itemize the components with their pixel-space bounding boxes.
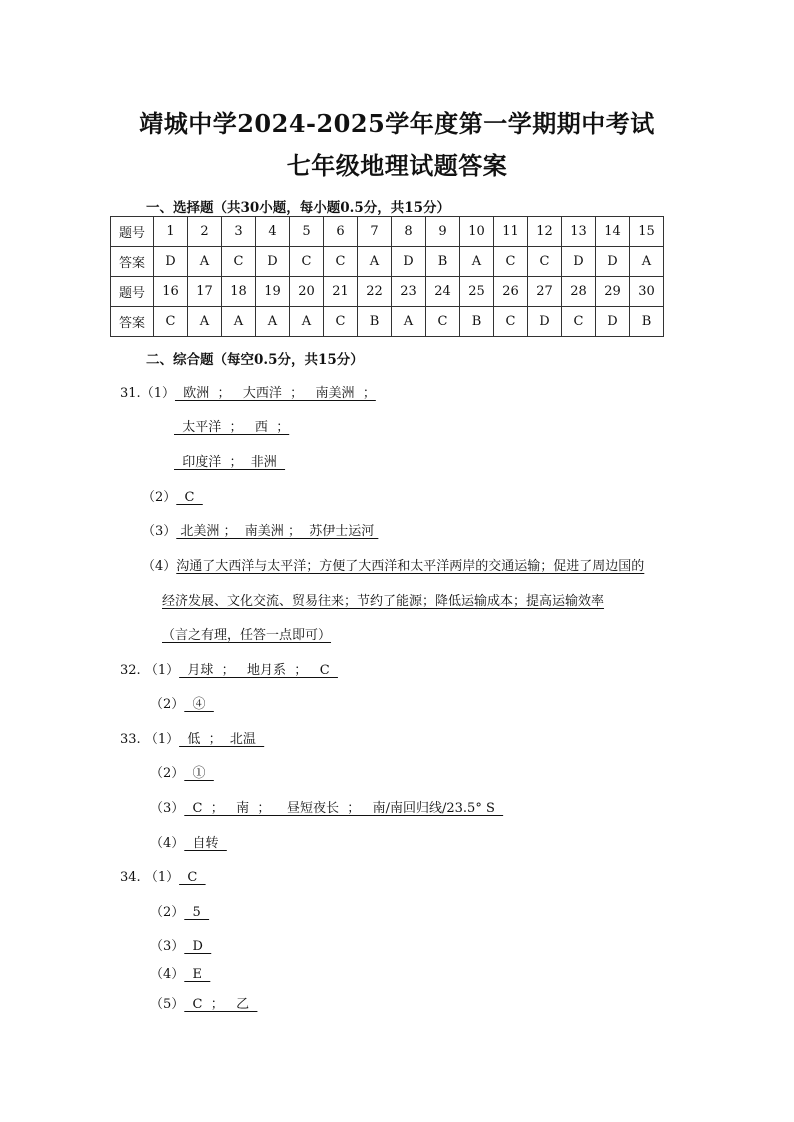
answer-cell: C [494,247,528,277]
q31-p1-answer-line3: 印度洋 ； 非洲 [174,455,286,470]
answer-cell: A [188,307,222,337]
q33-p4-label: （4） [150,836,185,851]
q34-part4 [150,963,210,982]
q34-p3-label: （3） [150,939,185,954]
answer-cell: C [324,247,358,277]
question-number-cell: 27 [528,277,562,307]
row-label-number: 题号 [111,217,154,247]
answer-cell: C [290,247,324,277]
q33-p3-label: （3） [150,801,185,816]
answer-cell: A [188,247,222,277]
answer-cell: C [426,307,460,337]
q33-part2 [150,762,214,781]
question-number-cell: 8 [392,217,426,247]
q31-part4-line2 [162,590,604,609]
question-number-cell: 13 [562,217,596,247]
question-number-cell: 30 [630,277,664,307]
q34-number: 34. [120,870,141,885]
q34-part3 [150,935,211,954]
answer-cell: A [256,307,290,337]
answer-cell: A [630,247,664,277]
q31-part2 [142,486,203,505]
answer-table-answer-row [111,247,664,277]
answer-cell: C [324,307,358,337]
question-number-cell: 11 [494,217,528,247]
question-number-cell: 17 [188,277,222,307]
question-number-cell: 1 [154,217,188,247]
q31-p2-label: （2） [142,490,177,505]
question-number-cell: 23 [392,277,426,307]
q31-p4-label: （4） [142,559,177,574]
answer-cell: A [460,247,494,277]
answer-cell: C [154,307,188,337]
answer-table [110,216,664,337]
question-number-cell: 24 [426,277,460,307]
answer-cell: B [358,307,392,337]
answer-cell: C [494,307,528,337]
question-number-cell: 29 [596,277,630,307]
document-title: 靖城中学2024-2025学年度第一学期期中考试 [139,109,655,138]
q31-p3-answer: 北美洲 ； 南美洲 ； 苏伊士运河 [176,524,379,539]
q33-p2-answer: ① [184,766,214,781]
answer-cell: D [596,247,630,277]
q31-part3 [142,520,378,539]
question-number-cell: 28 [562,277,596,307]
q34-p1-label: （1） [144,870,180,885]
q31-p4-answer-line1: 沟通了大西洋与太平洋；方便了大西洋和太平洋两岸的交通运输；促进了周边国的 [176,559,645,574]
row-label-answer: 答案 [111,247,154,277]
answer-table-number-row [111,277,664,307]
q34-p5-answer: C ； 乙 [184,997,258,1012]
q32-p2-label: （2） [150,697,185,712]
answer-cell: D [392,247,426,277]
q33-p4-answer: 自转 [184,836,227,851]
document-subtitle: 七年级地理试题答案 [286,151,508,180]
q31-p4-answer-line3: （言之有理，任答一点即可） [162,628,332,643]
q33-part3 [150,797,503,816]
q34-part2 [150,901,209,920]
q31-p1-answer-line1: 欧洲 ； 大西洋 ； 南美洲 ； [174,386,376,401]
q34-p4-label: （4） [150,967,185,982]
q32-p1-answer: 月球 ； 地月系 ； C [179,663,338,678]
q33-p2-label: （2） [150,766,185,781]
question-number-cell: 10 [460,217,494,247]
q33-part4 [150,832,227,851]
q33-p1-label: （1） [144,732,180,747]
answer-cell: A [290,307,324,337]
q32-p1-label: （1） [144,663,180,678]
q31-p1-answer-line2: 太平洋 ； 西 ； [174,420,290,435]
answer-cell: D [256,247,290,277]
answer-cell: C [222,247,256,277]
section2-heading: 二、综合题（每空0.5分，共15分） [146,352,364,368]
q31-part1-line3 [174,451,285,470]
question-number-cell: 20 [290,277,324,307]
q34-part1 [120,866,206,885]
q32-number: 32. [120,663,141,678]
q34-p1-answer: C [179,870,206,885]
question-number-cell: 22 [358,277,392,307]
answer-cell: A [222,307,256,337]
answer-cell: B [426,247,460,277]
q34-part5 [150,993,257,1012]
q34-p4-answer: E [184,967,211,982]
question-number-cell: 15 [630,217,664,247]
question-number-cell: 25 [460,277,494,307]
q32-part2 [150,693,214,712]
q34-p2-answer: 5 [184,905,210,920]
answer-cell: D [528,307,562,337]
q31-part4 [142,555,644,574]
answer-cell: C [528,247,562,277]
q32-p2-answer: ④ [184,697,214,712]
q34-p3-answer: D [184,939,212,954]
q31-number: 31. [120,386,141,401]
q31-part4-line3 [162,624,331,643]
q31-part1-line2 [174,416,289,435]
question-number-cell: 26 [494,277,528,307]
answer-cell: A [392,307,426,337]
answer-cell: B [630,307,664,337]
question-number-cell: 6 [324,217,358,247]
row-label-number: 题号 [111,277,154,307]
section1-heading: 一、选择题（共30小题，每小题0.5分，共15分） [146,200,451,216]
q34-p2-label: （2） [150,905,185,920]
q31-p3-label: （3） [142,524,177,539]
answer-cell: D [562,247,596,277]
q31-p4-answer-line2: 经济发展、文化交流、贸易往来；节约了能源；降低运输成本；提高运输效率 [162,594,605,609]
question-number-cell: 14 [596,217,630,247]
question-number-cell: 7 [358,217,392,247]
q33-part1 [120,728,264,747]
question-number-cell: 3 [222,217,256,247]
q31-p1-label: （1） [140,386,175,401]
q33-p1-answer: 低 ； 北温 [179,732,265,747]
q33-p3-answer: C ； 南 ； 昼短夜长 ； 南/南回归线/23.5° S [184,801,504,816]
answer-table-number-row [111,217,664,247]
answer-cell: B [460,307,494,337]
q34-p5-label: （5） [150,997,185,1012]
question-number-cell: 18 [222,277,256,307]
answer-cell: D [596,307,630,337]
question-number-cell: 2 [188,217,222,247]
answer-cell: C [562,307,596,337]
row-label-answer: 答案 [111,307,154,337]
answer-cell: D [154,247,188,277]
q32-part1 [120,659,338,678]
question-number-cell: 5 [290,217,324,247]
q31-part1 [120,382,376,401]
q33-number: 33. [120,732,141,747]
answer-table-answer-row [111,307,664,337]
q31-p2-answer: C [176,490,203,505]
question-number-cell: 9 [426,217,460,247]
question-number-cell: 21 [324,277,358,307]
question-number-cell: 4 [256,217,290,247]
question-number-cell: 16 [154,277,188,307]
question-number-cell: 19 [256,277,290,307]
question-number-cell: 12 [528,217,562,247]
answer-cell: A [358,247,392,277]
